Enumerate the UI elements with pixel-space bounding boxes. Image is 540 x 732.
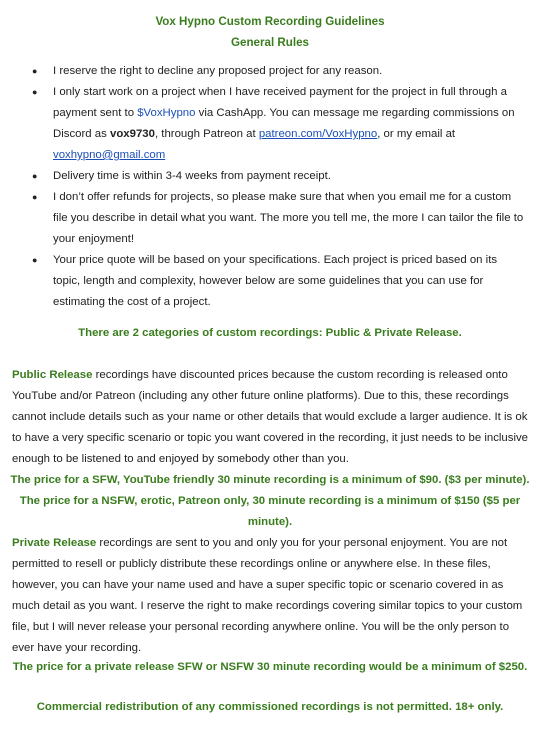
discord-handle: vox9730 [109,128,155,140]
rule-text: Your price quote will be based on your specifications. Each project is priced based on its topic, length and complexity, however below are some guidelines that you can use for estimating the cost of a project. [53,254,498,308]
rule-text: I only start work on a project when I have received payment for the project in full through a payment sent to [53,86,507,119]
rule-item [53,82,526,166]
email-link[interactable]: voxhypno@gmail.com [53,149,166,161]
rule-item [53,61,526,82]
private-price: The price for a private release SFW or NSFW 30 minute recording would be a minimum of $250. [12,661,528,673]
rule-item [53,166,526,187]
public-release-paragraph [12,365,532,470]
private-release-paragraph [12,533,532,659]
rule-item [53,187,526,250]
public-sfw-price: The price for a SFW, YouTube friendly 30 minute recording is a minimum of $90. ($3 per minute). [10,474,530,486]
public-release-text: recordings have discounted prices because the custom recording is released onto YouTube and/or Patreon (including any other future online platforms). Due to this, these recordings cannot include details such as your name or other details that would exclude a larger audience. It is ok to have a very specific scenario or topic you want covered in the recording, it just needs to be inclusive enough to be listened to and enjoyed by somebody other than you. [12,369,529,465]
rule-text: Delivery time is within 3-4 weeks from payment receipt. [53,170,331,182]
rule-item [53,250,526,313]
rule-text: via CashApp. You can message me regarding commissions on Discord as [53,107,515,140]
rule-text: I reserve the right to decline any proposed project for any reason. [53,65,383,77]
general-rules-list [0,61,540,313]
footer-notice: Commercial redistribution of any commissioned recordings is not permitted. 18+ only. [36,701,504,713]
categories-heading: There are 2 categories of custom recordings: Public & Private Release. [78,327,462,339]
private-release-label: Private Release [12,537,97,549]
patreon-link[interactable]: patreon.com/VoxHypno [258,128,378,140]
document-title: Vox Hypno Custom Recording Guidelines [155,15,385,28]
rule-text: , through Patreon at [154,128,259,140]
private-release-text: recordings are sent to you and only you for your personal enjoyment. You are not permitted to resell or publicly distribute these recordings online or anywhere else. In these files, however, you can have your name used and have a super specific topic or scenario covered in as much detail as you want. I reserve the right to make recordings covering similar topics to your custom file, but I will never release your personal recording anywhere online. You will be the only person to ever have your recording. [12,537,523,654]
public-nsfw-price: The price for a NSFW, erotic, Patreon only, 30 minute recording is a minimum of $150 ($5 per minute). [19,495,521,528]
rule-text: , or my email at [377,128,456,140]
public-release-label: Public Release [12,369,93,381]
document-header [0,11,540,53]
cashapp-tag: $VoxHypno [137,107,196,119]
rule-text: I don’t offer refunds for projects, so please make sure that when you email me for a custom file you describe in detail what you want. The more you tell me, the more I can tailor the file to your enjoyment! [53,191,524,245]
document-subtitle: General Rules [231,36,309,49]
